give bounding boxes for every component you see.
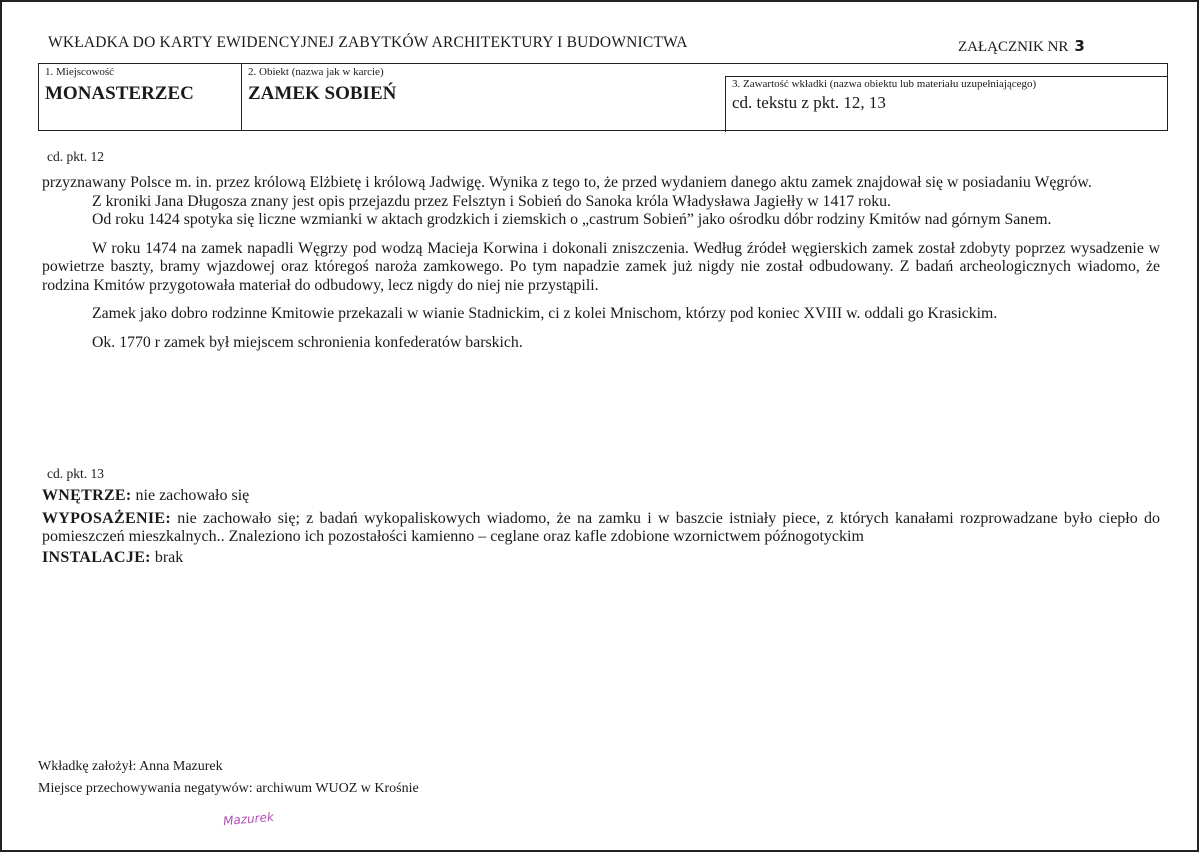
field-content — [725, 76, 1167, 132]
appendix-number-value: 3 — [1074, 37, 1085, 55]
field-content-label: 3. Zawartość wkładki (nazwa obiektu lub materiału uzupełniającego) — [732, 78, 1037, 90]
appendix-number — [958, 37, 1085, 56]
section-12-ref: cd. pkt. 12 — [47, 149, 104, 164]
paragraph: Od roku 1424 spotyka się liczne wzmianki w aktach grodzkich i ziemskich o „castrum Sobień” jako ośrodku dóbr rodziny Kmitów nad górnym Sanem. — [92, 211, 1052, 228]
paragraph: W roku 1474 na zamek napadli Węgrzy pod wodzą Macieja Korwina i dokonali zniszczenia. Według źródeł węgierskich zamek został zdobyty poprzez wysadzenie w powietrze baszty, bramy wjazdowej oraz któregoś naroża zamkowego. Po tym napadzie zamek już nigdy nie został odbudowany. Z badań archeologicznych wiadomo, że rodzina Kmitów przygotowała materiał do odbudowy, lecz nigdy do niej nie przystąpili. — [42, 239, 1160, 294]
interior-entry — [42, 487, 1160, 506]
field-object — [241, 64, 725, 130]
furnishing-value: nie zachowało się; z badań wykopaliskowych wiadomo, że na zamku i w baszcie istniały piece, z których kanałami rozprowadzane było ciepło do pomieszczeń mieszkalnych.. Znaleziono ich pozostałości kamienno – ceglane oraz kafle zdobione wzornictwem późnogotyckim — [42, 509, 1161, 545]
furnishing-entry — [42, 510, 1160, 547]
field-object-value: ZAMEK SOBIEŃ — [248, 83, 397, 104]
field-locality-label: 1. Miejscowość — [45, 66, 115, 78]
storage-line: Miejsce przechowywania negatywów: archiwum WUOZ w Krośnie — [38, 781, 419, 796]
paragraph: przyznawany Polsce m. in. przez królową Elżbietę i królową Jadwigę. Wynika z tego to, że przed wydaniem danego aktu zamek znajdował się w posiadaniu Węgrów. — [42, 174, 1092, 191]
paragraph: Z kroniki Jana Długosza znany jest opis przejazdu przez Felsztyn i Sobień do Sanoka króla Władysława Jagiełły w 1417 roku. — [92, 192, 892, 210]
appendix-label: ZAŁĄCZNIK NR — [958, 39, 1069, 55]
field-object-label: 2. Obiekt (nazwa jak w karcie) — [248, 66, 384, 78]
installations-value: brak — [154, 548, 184, 566]
paragraph: Ok. 1770 r zamek był miejscem schronienia konfederatów barskich. — [92, 333, 523, 351]
header-fields-table — [38, 63, 1168, 131]
interior-value: nie zachowało się — [135, 487, 250, 504]
field-locality — [39, 64, 241, 130]
author-line: Wkładkę założył: Anna Mazurek — [38, 759, 223, 774]
handwritten-signature: Mazurek — [222, 809, 275, 829]
paragraph: Zamek jako dobro rodzinne Kmitowie przekazali w wianie Stadnickim, ci z kolei Mnischom, którzy pod koniec XVIII w. oddali go Krasickim. — [92, 305, 998, 322]
section-13-ref: cd. pkt. 13 — [47, 466, 104, 481]
section-13-text — [42, 487, 1160, 567]
field-locality-value: MONASTERZEC — [45, 83, 194, 104]
document-title: WKŁADKA DO KARTY EWIDENCYJNEJ ZABYTKÓW ARCHITEKTURY I BUDOWNICTWA — [48, 34, 688, 51]
furnishing-label: WYPOSAŻENIE: — [42, 509, 171, 527]
installations-entry — [42, 549, 1160, 568]
section-12-text — [42, 174, 1160, 352]
interior-label: WNĘTRZE: — [42, 487, 132, 504]
installations-label: INSTALACJE: — [42, 548, 151, 566]
field-content-value: cd. tekstu z pkt. 12, 13 — [732, 93, 886, 112]
